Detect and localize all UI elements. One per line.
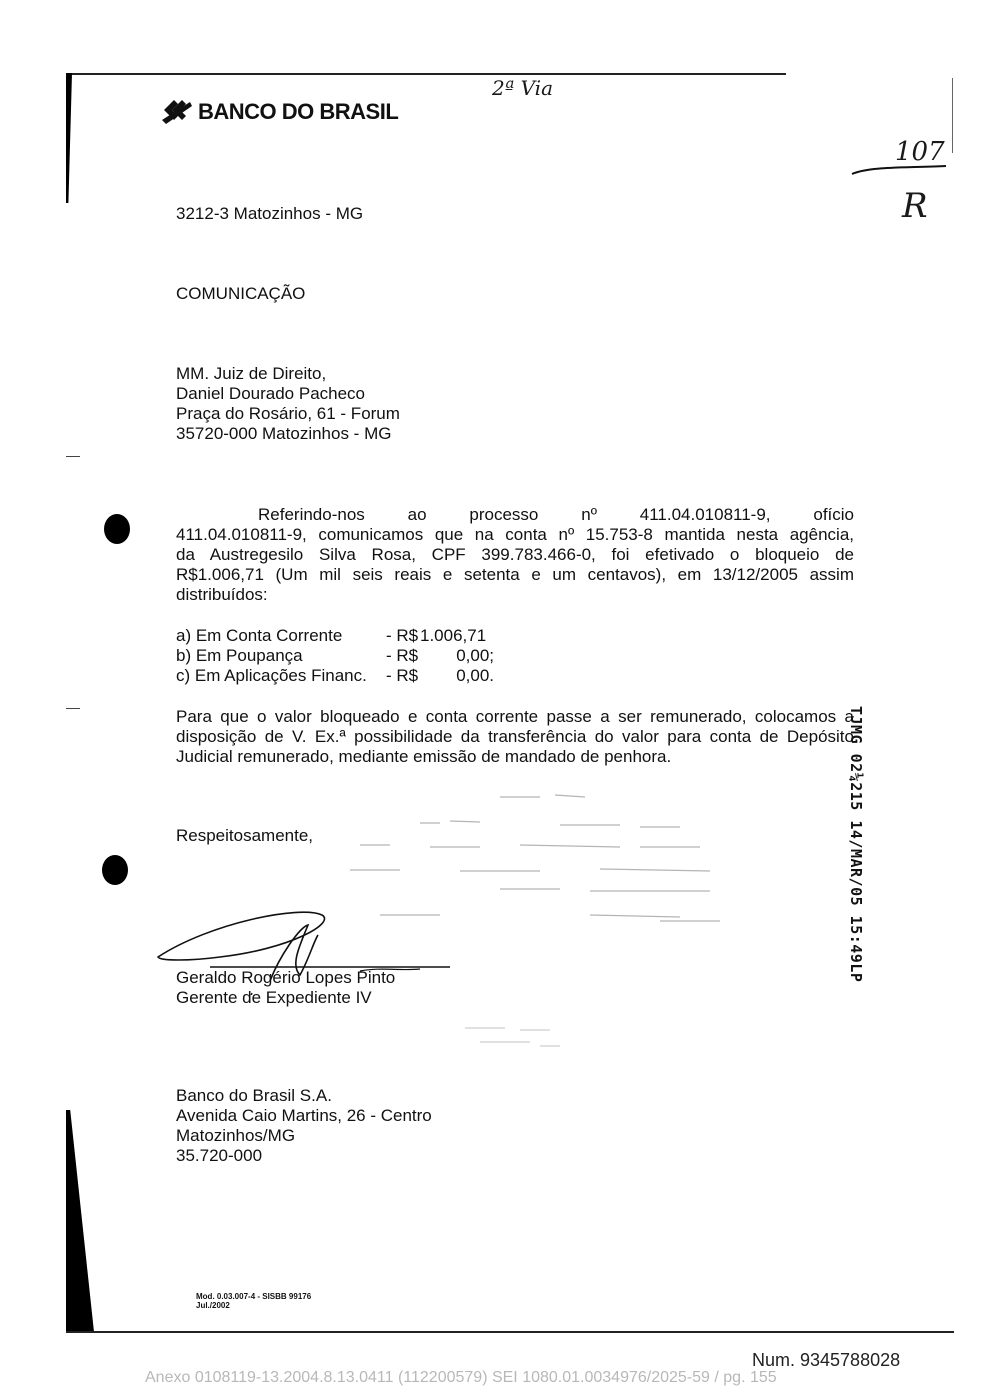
bottom-border-line (66, 1331, 954, 1333)
body-paragraph-line: Referindo-nos ao processo nº 411.04.010811-9, ofício (258, 505, 854, 524)
handwritten-initials: R (902, 186, 928, 226)
left-border-bottom (66, 1110, 94, 1332)
sender-address-line-3: Matozinhos/MG (176, 1126, 296, 1145)
protocol-stamp: TJMG 02¼215 14/MAR/05 15:49LP (847, 706, 865, 983)
sender-address-line-2: Avenida Caio Martins, 26 - Centro (176, 1106, 432, 1125)
punch-hole-mark (102, 855, 128, 885)
sender-address-line-1: Banco do Brasil S.A. (176, 1086, 332, 1105)
scan-noise (340, 785, 760, 925)
bank-logo-text: BANCO DO BRASIL (198, 99, 399, 124)
body-paragraph-line: da Austregesilo Silva Rosa, CPF 399.783.466-0, foi efetivado o bloqueio de (176, 545, 854, 564)
form-code-line-1: Mod. 0.03.007-4 - SISBB 99176 (196, 1292, 312, 1301)
punch-hole-mark (104, 514, 130, 544)
branch-id: 3212-3 Matozinhos - MG (176, 204, 364, 223)
distribution-currency: - R$ (386, 666, 419, 685)
body-paragraph-line: R$1.006,71 (Um mil seis reais e setenta e um centavos), em 13/12/2005 assim (176, 565, 854, 584)
second-paragraph-line: Judicial remunerado, mediante emissão de mandado de penhora. (176, 747, 672, 766)
recipient-line-3: Praça do Rosário, 61 - Forum (176, 404, 400, 423)
recipient-line-4: 35720-000 Matozinhos - MG (176, 424, 392, 443)
distribution-currency: - R$ (386, 626, 419, 645)
handwritten-copy-note: 2ª Via (492, 76, 553, 100)
second-paragraph (176, 707, 854, 767)
document-number: Num. 9345788028 (752, 1350, 901, 1370)
signatory-role: Gerente de Expediente IV (176, 988, 372, 1007)
recipient-line-2: Daniel Dourado Pacheco (176, 384, 366, 403)
distribution-currency: - R$ (386, 646, 419, 665)
distribution-label: b) Em Poupança (176, 646, 303, 665)
closing-text: Respeitosamente, (176, 826, 314, 845)
signatory-name: Geraldo Rogério Lopes Pinto (176, 968, 396, 987)
distribution-value: 0,00; (456, 646, 494, 665)
margin-dash (66, 456, 80, 457)
form-code-line-2: Jul./2002 (196, 1301, 230, 1310)
second-paragraph-line: Para que o valor bloqueado e conta corrente passe a ser remunerado, colocamos a (176, 707, 854, 726)
left-border-top (66, 73, 72, 203)
right-border-mark (952, 78, 953, 153)
distribution-label: c) Em Aplicações Financ. (176, 666, 367, 685)
distribution-value: 1.006,71 (420, 626, 487, 645)
recipient-line-1: MM. Juiz de Direito, (176, 364, 327, 383)
handwritten-underline (850, 160, 950, 180)
margin-dash (66, 708, 80, 709)
handwritten-page-number: 107 (895, 137, 945, 167)
body-paragraph-line: distribuídos: (176, 585, 268, 604)
top-border-line (66, 73, 786, 75)
distribution-value: 0,00. (456, 666, 494, 685)
doc-title: COMUNICAÇÃO (176, 284, 306, 303)
second-paragraph-line: disposição de V. Ex.ª possibilidade da transferência do valor para conta de Depósito (176, 727, 854, 746)
scan-noise (460, 1020, 580, 1060)
distribution-label: a) Em Conta Corrente (176, 626, 343, 645)
sender-address-line-4: 35.720-000 (176, 1146, 263, 1165)
bank-logo-icon (160, 96, 194, 126)
body-paragraph (176, 505, 854, 605)
annex-footer: Anexo 0108119-13.2004.8.13.0411 (112200579) SEI 1080.01.0034976/2025-59 / pg. 155 (145, 1369, 777, 1386)
body-paragraph-line: 411.04.010811-9, comunicamos que na conta nº 15.753-8 mantida nesta agência, (176, 525, 854, 544)
